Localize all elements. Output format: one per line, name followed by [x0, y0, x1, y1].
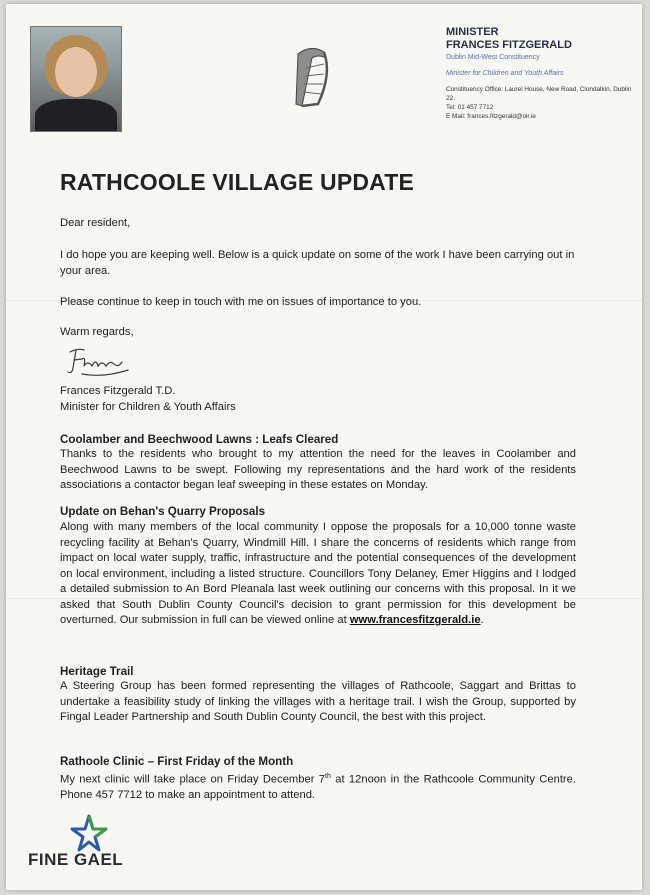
letterhead: [446, 26, 636, 121]
party-logo-text: FINE GAEL: [28, 850, 124, 869]
section-body-quarry: [60, 520, 576, 629]
section-body-clinic: [60, 769, 576, 804]
office-phone: Tel: 01 457 7712: [446, 104, 494, 111]
section-body-heritage: A Steering Group has been formed representing the villages of Rathcoole, Saggart and Brittas to undertake a feasibility study of linking the villages with a heritage trail. I wish the Group, supported by Fingal Leader Partnership and South Dublin County Council, the best with this project.: [60, 680, 576, 723]
date-suffix: th: [325, 773, 331, 780]
website-link[interactable]: www.francesfitzgerald.ie: [349, 614, 481, 626]
closing: Warm regards,: [60, 326, 134, 338]
fine-gael-star-icon: [68, 814, 110, 854]
minister-role: Minister for Children and Youth Affairs: [446, 70, 564, 77]
quarry-text: Along with many members of the local community I oppose the proposals for a 10,000 tonne waste recycling facility at Behan's Quarry, Windmill Hill. I share the concerns of residents which range from impact on local water supply, traffic, infrastructure and the potential consequences of the development on local environment, including a listed structure. Councillors Tony Delaney, Emer Higgins and I lodged a detailed submission to An Bord Pleanala last week outlining our concerns with this proposal. In it we asked that South Dublin County Council's decision to grant permission for this development be overturned. Our submission in full can be viewed online at: [60, 521, 576, 626]
section-body-leafs: Thanks to the residents who brought to my attention the need for the leaves in Coolamber and Beechwood Lawns to be swept. Following my representations and the hard work of the residents associations a contactor began leaf sweeping in these estates on Monday.: [60, 448, 576, 491]
section-heading-leafs: Coolamber and Beechwood Lawns : Leafs Cleared: [60, 433, 339, 446]
minister-label: MINISTER: [446, 26, 499, 38]
letter-sheet: [6, 4, 642, 890]
clinic-text: My next clinic will take place on Friday December 7: [60, 773, 326, 786]
signer-name: Frances Fitzgerald T.D.: [60, 385, 176, 397]
page-title: RATHCOOLE VILLAGE UPDATE: [60, 169, 415, 195]
office-address: Constituency Office: Laurel House, New Road, Clondalkin, Dublin 22.: [446, 86, 632, 102]
keep-in-touch-paragraph: Please continue to keep in touch with me on issues of importance to you.: [60, 296, 422, 308]
office-email: E Mail: frances.fitzgerald@oir.ie: [446, 113, 536, 120]
section-heading-quarry: Update on Behan's Quarry Proposals: [60, 505, 266, 518]
quarry-text-end: .: [480, 614, 484, 626]
clinic-text-end: at 12noon in the Rathcoole Community Centre. Phone 457 7712 to make an appointment to attend.: [60, 773, 576, 802]
minister-photo: [30, 26, 122, 132]
minister-name: FRANCES FITZGERALD: [446, 39, 572, 51]
handwritten-signature: [64, 344, 134, 380]
harp-emblem-icon: [288, 44, 334, 116]
greeting: Dear resident,: [60, 217, 131, 229]
constituency: Dublin Mid-West Constituency: [446, 54, 540, 61]
signer-title: Minister for Children & Youth Affairs: [60, 401, 236, 413]
intro-paragraph: I do hope you are keeping well. Below is a quick update on some of the work I have been carrying out in your area.: [60, 249, 575, 277]
section-heading-clinic: Rathoole Clinic – First Friday of the Month: [60, 755, 294, 768]
section-heading-heritage: Heritage Trail: [60, 665, 134, 678]
